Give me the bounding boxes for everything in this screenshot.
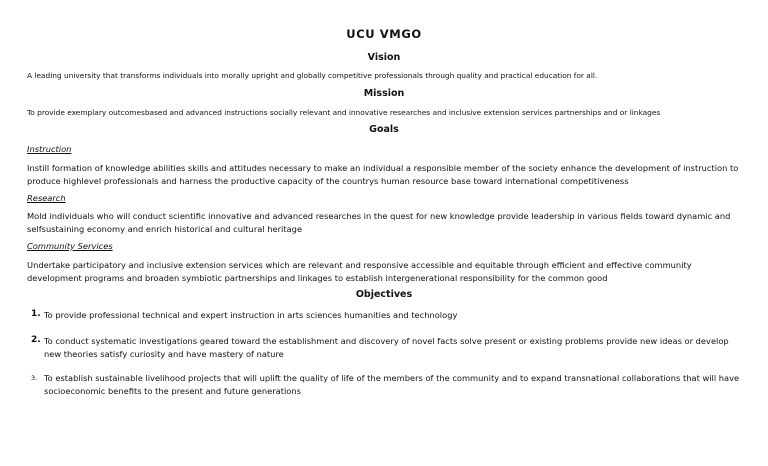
objective-number: 2. — [31, 335, 41, 345]
objective-text: To provide professional technical and expert instruction in arts sciences humanities and technology — [44, 310, 458, 320]
vision-heading: Vision — [367, 52, 401, 63]
goal-instruction-text: Instill formation of knowledge abilities skills and attitudes necessary to make an individual a responsible member of the society enhance the development of instruction to produce highlevel professionals and harness the productive capacity of the countrys human resource base toward international competitiveness — [27, 163, 739, 186]
goal-instruction-label: Instruction — [27, 144, 72, 154]
mission-text: To provide exemplary outcomesbased and advanced instructions socially relevant and innovative researches and inclusive extension services partnerships and or linkages — [27, 108, 661, 117]
objective-number: 3. — [31, 374, 38, 382]
objectives-heading: Objectives — [355, 289, 413, 300]
vision-text: A leading university that transforms individuals into morally upright and globally competitive professionals through quality and practical education for all. — [27, 71, 598, 80]
goal-research-text: Mold individuals who will conduct scientific innovative and advanced researches in the quest for new knowledge provide leadership in various fields toward dynamic and selfsustaining economy and enrich historical and cultural heritage — [27, 211, 731, 234]
mission-heading: Mission — [363, 88, 405, 99]
objective-text: To establish sustainable livelihood projects that will uplift the quality of life of the members of the community and to expand transnational collaborations that will have socioeconomic benefits to the present and future generations — [44, 373, 740, 396]
page-title: UCU VMGO — [346, 27, 422, 41]
objective-number: 1. — [31, 309, 41, 319]
goal-research-label: Research — [27, 193, 66, 203]
goals-heading: Goals — [369, 124, 399, 135]
goal-community-services-label: Community Services — [27, 241, 113, 251]
goal-community-services-text: Undertake participatory and inclusive extension services which are relevant and responsive accessible and equitable through efficient and effective community development programs and broaden symbiotic partnerships and linkages to establish intergenerational responsibility for the common good — [27, 260, 692, 283]
objective-text: To conduct systematic investigations geared toward the establishment and discovery of novel facts solve present or existing problems provide new ideas or develop new theories satisfy curiosity and have mastery of nature — [44, 336, 729, 359]
